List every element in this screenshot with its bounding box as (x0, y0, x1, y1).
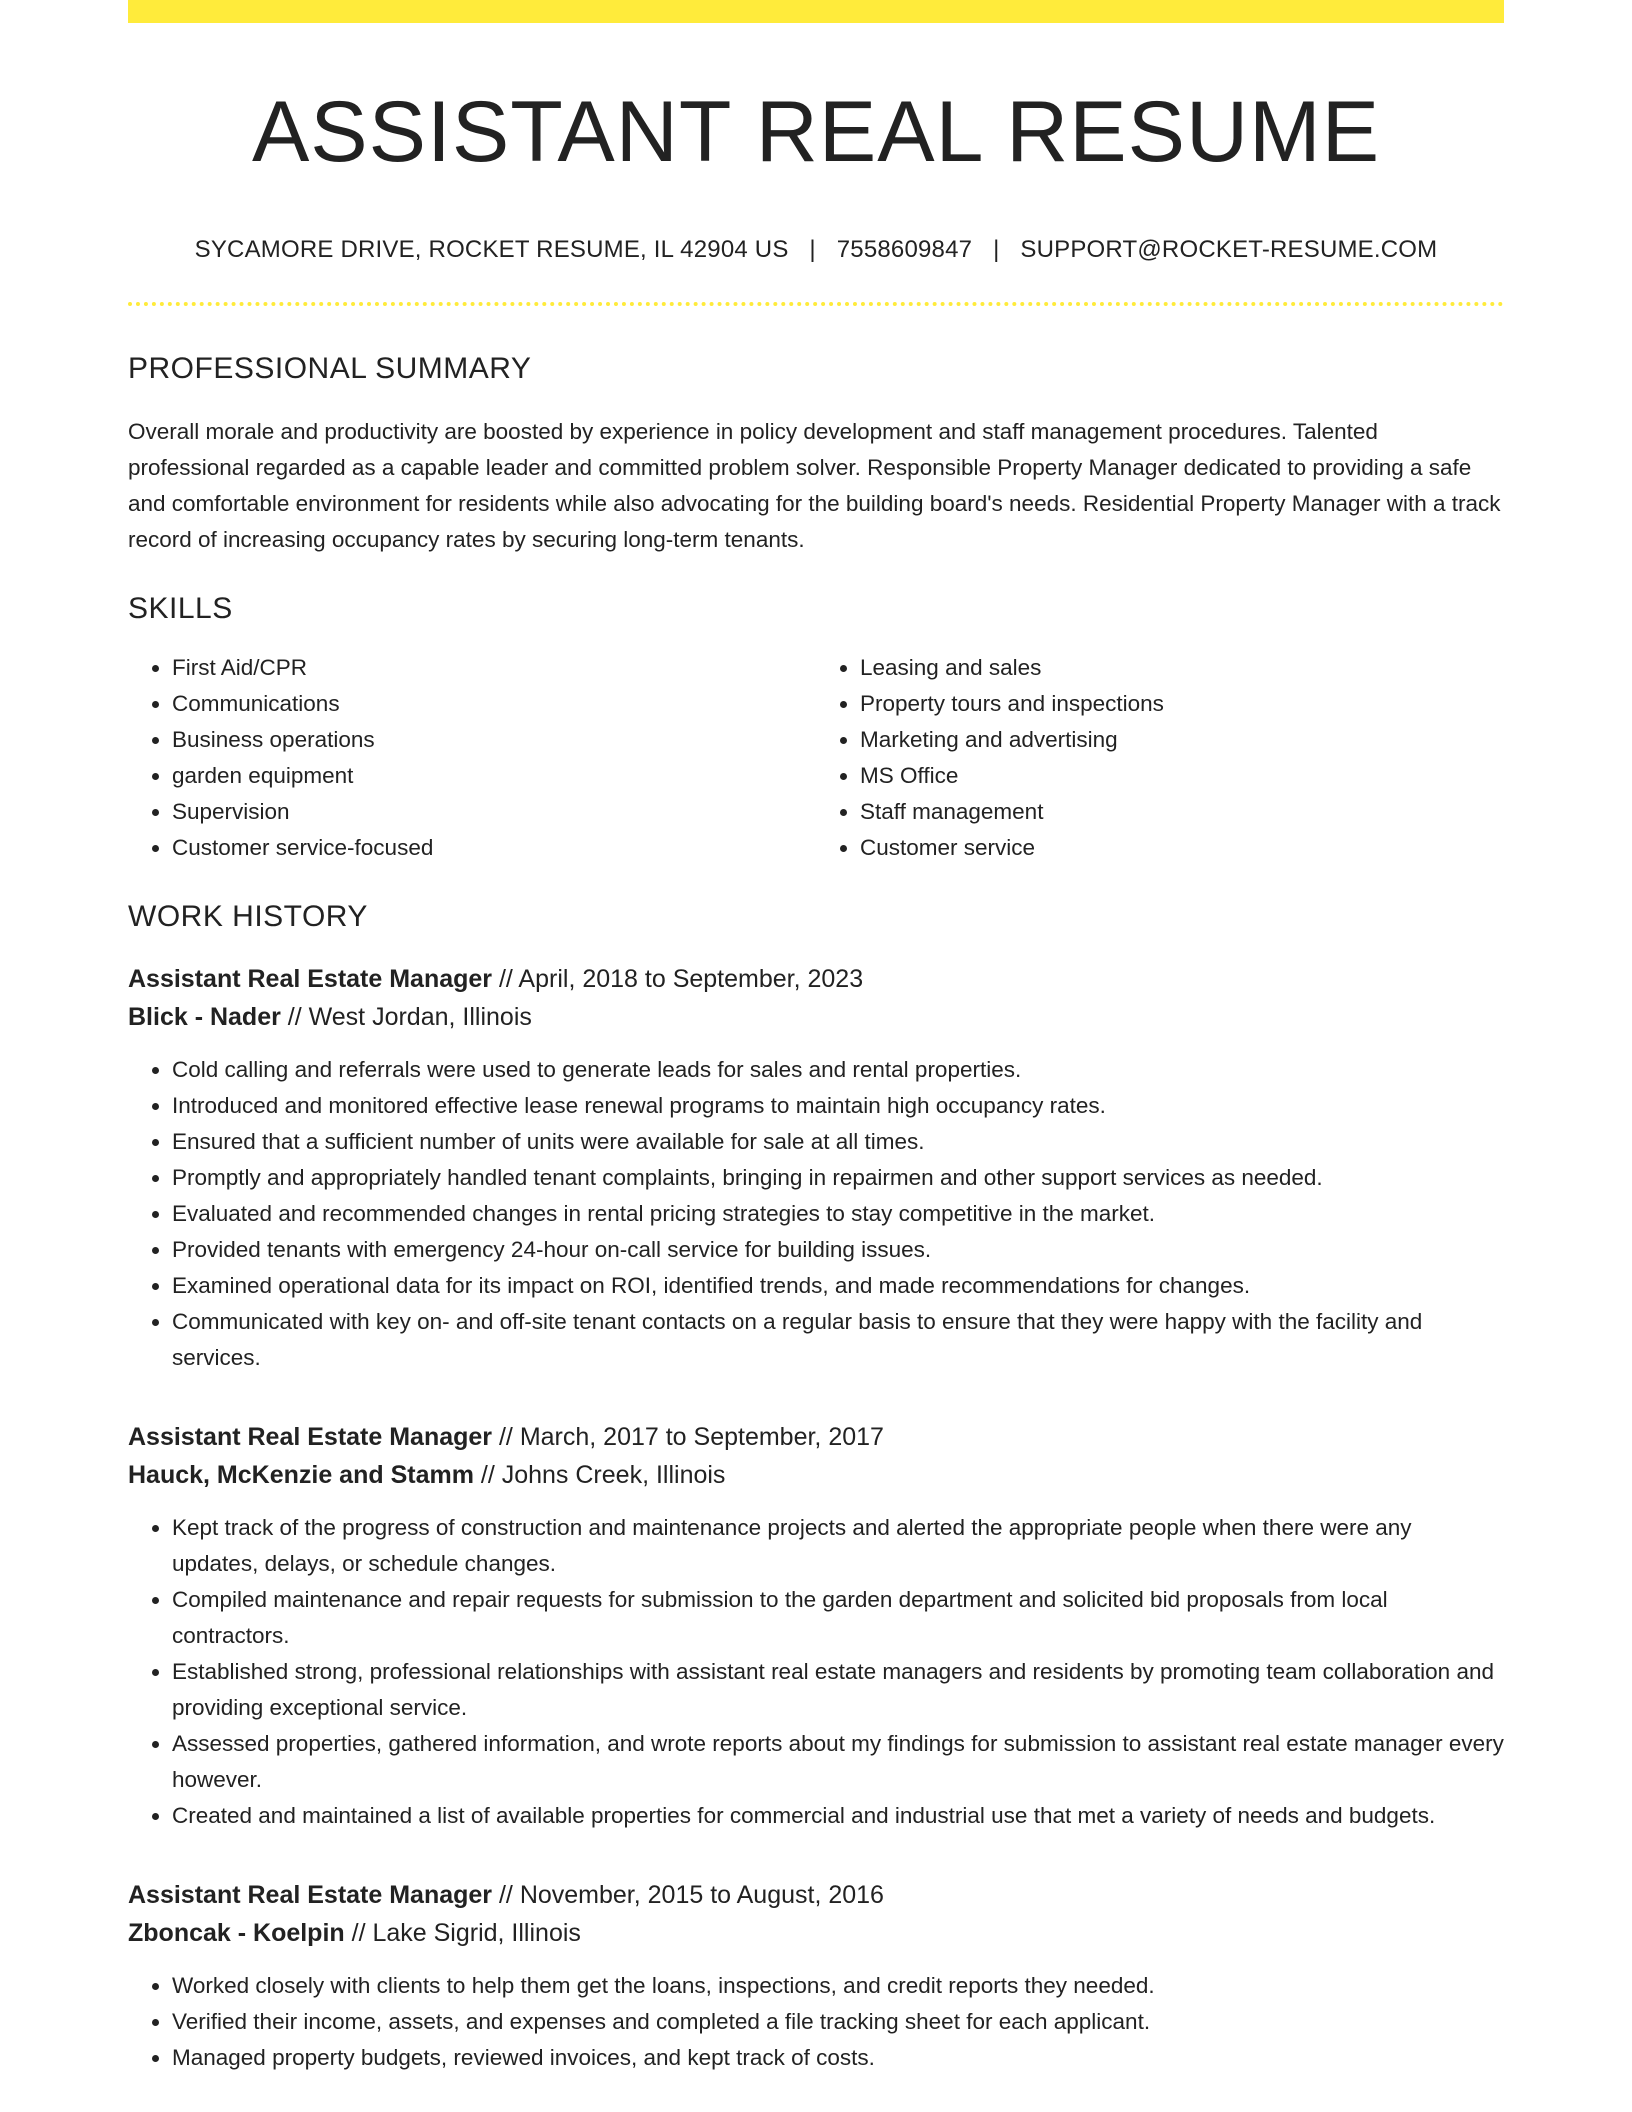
job-company-line (128, 1914, 1504, 1952)
skill-item: • garden equipment (172, 758, 816, 794)
summary-heading: PROFESSIONAL SUMMARY (128, 351, 532, 385)
contact-line (128, 236, 1504, 264)
job-bullet: • Kept track of the progress of construction and maintenance projects and alerted the appropriate people when there were any updates, delays, or schedule changes. (172, 1510, 1504, 1582)
job-company: Blick - Nader (128, 1002, 281, 1031)
skill-item: • Communications (172, 686, 816, 722)
contact-separator: | (809, 235, 816, 263)
skills-list (128, 650, 1504, 866)
job-bullet: • Cold calling and referrals were used to generate leads for sales and rental properties. (172, 1052, 1504, 1088)
job-location: // West Jordan, Illinois (280, 1002, 532, 1031)
job-location: // Lake Sigrid, Illinois (344, 1918, 581, 1947)
skill-item: • Staff management (860, 794, 1504, 830)
job-company: Hauck, McKenzie and Stamm (128, 1460, 474, 1489)
job-title-line (128, 960, 1504, 998)
skills-right-column (816, 650, 1504, 866)
skill-item: • First Aid/CPR (172, 650, 816, 686)
job-bullet: • Managed property budgets, reviewed invoices, and kept track of costs. (172, 2040, 1504, 2076)
contact-address: SYCAMORE DRIVE, ROCKET RESUME, IL 42904 US (194, 235, 789, 263)
job-company: Zboncak - Koelpin (128, 1918, 345, 1947)
job-entry (128, 960, 1504, 1376)
job-bullet: • Introduced and monitored effective lease renewal programs to maintain high occupancy rates. (172, 1088, 1504, 1124)
resume-page (128, 0, 1504, 2076)
job-bullet: • Established strong, professional relationships with assistant real estate managers and residents by promoting team collaboration and providing exceptional service. (172, 1654, 1504, 1726)
job-bullet: • Worked closely with clients to help them get the loans, inspections, and credit reports they needed. (172, 1968, 1504, 2004)
job-title-line (128, 1418, 1504, 1456)
job-role: Assistant Real Estate Manager (128, 1880, 493, 1909)
skills-left-column (128, 650, 816, 866)
summary-text: Overall morale and productivity are boosted by experience in policy development and staff management procedures. Talented professional regarded as a capable leader and committed problem solver. Responsible Property Manager dedicated to providing a safe and comfortable environment for residents while also advocating for the building board's needs. Residential Property Manager with a track record of increasing occupancy rates by securing long-term tenants. (128, 418, 1501, 552)
job-location: // Johns Creek, Illinois (473, 1460, 726, 1489)
job-bullet: • Compiled maintenance and repair requests for submission to the garden department and solicited bid proposals from local contractors. (172, 1582, 1504, 1654)
dotted-divider (128, 302, 1504, 306)
job-company-line (128, 998, 1504, 1036)
contact-separator: | (993, 235, 1000, 263)
job-dates: // March, 2017 to September, 2017 (492, 1422, 884, 1451)
skill-item: • MS Office (860, 758, 1504, 794)
contact-email: SUPPORT@ROCKET-RESUME.COM (1020, 235, 1438, 263)
skill-item: • Marketing and advertising (860, 722, 1504, 758)
job-entry (128, 1418, 1504, 1834)
job-bullets (128, 1968, 1504, 2076)
contact-phone: 7558609847 (836, 235, 973, 263)
skill-item: • Customer service (860, 830, 1504, 866)
job-bullets (128, 1052, 1504, 1376)
skill-item: • Business operations (172, 722, 816, 758)
job-bullet: • Ensured that a sufficient number of units were available for sale at all times. (172, 1124, 1504, 1160)
skill-item: • Leasing and sales (860, 650, 1504, 686)
job-role: Assistant Real Estate Manager (128, 964, 493, 993)
skill-item: • Supervision (172, 794, 816, 830)
job-title-line (128, 1876, 1504, 1914)
skill-item: • Property tours and inspections (860, 686, 1504, 722)
job-dates: // November, 2015 to August, 2016 (492, 1880, 884, 1909)
skill-item: • Customer service-focused (172, 830, 816, 866)
job-bullet: • Communicated with key on- and off-site tenant contacts on a regular basis to ensure that they were happy with the facility and services. (172, 1304, 1504, 1376)
job-role: Assistant Real Estate Manager (128, 1422, 493, 1451)
job-bullet: • Assessed properties, gathered information, and wrote reports about my findings for submission to assistant real estate manager every however. (172, 1726, 1504, 1798)
top-accent-bar (128, 0, 1504, 23)
work-history-heading: WORK HISTORY (128, 899, 368, 933)
job-bullet: • Verified their income, assets, and expenses and completed a file tracking sheet for each applicant. (172, 2004, 1504, 2040)
resume-name: ASSISTANT REAL RESUME (251, 84, 1381, 180)
job-bullet: • Provided tenants with emergency 24-hour on-call service for building issues. (172, 1232, 1504, 1268)
job-company-line (128, 1456, 1504, 1494)
job-dates: // April, 2018 to September, 2023 (492, 964, 864, 993)
job-bullet: • Evaluated and recommended changes in rental pricing strategies to stay competitive in the market. (172, 1196, 1504, 1232)
job-bullet: • Examined operational data for its impact on ROI, identified trends, and made recommendations for changes. (172, 1268, 1504, 1304)
job-bullet: • Promptly and appropriately handled tenant complaints, bringing in repairmen and other support services as needed. (172, 1160, 1504, 1196)
job-bullet: • Created and maintained a list of available properties for commercial and industrial use that met a variety of needs and budgets. (172, 1798, 1504, 1834)
job-entry (128, 1876, 1504, 2076)
job-bullets (128, 1510, 1504, 1834)
skills-heading: SKILLS (128, 591, 233, 625)
